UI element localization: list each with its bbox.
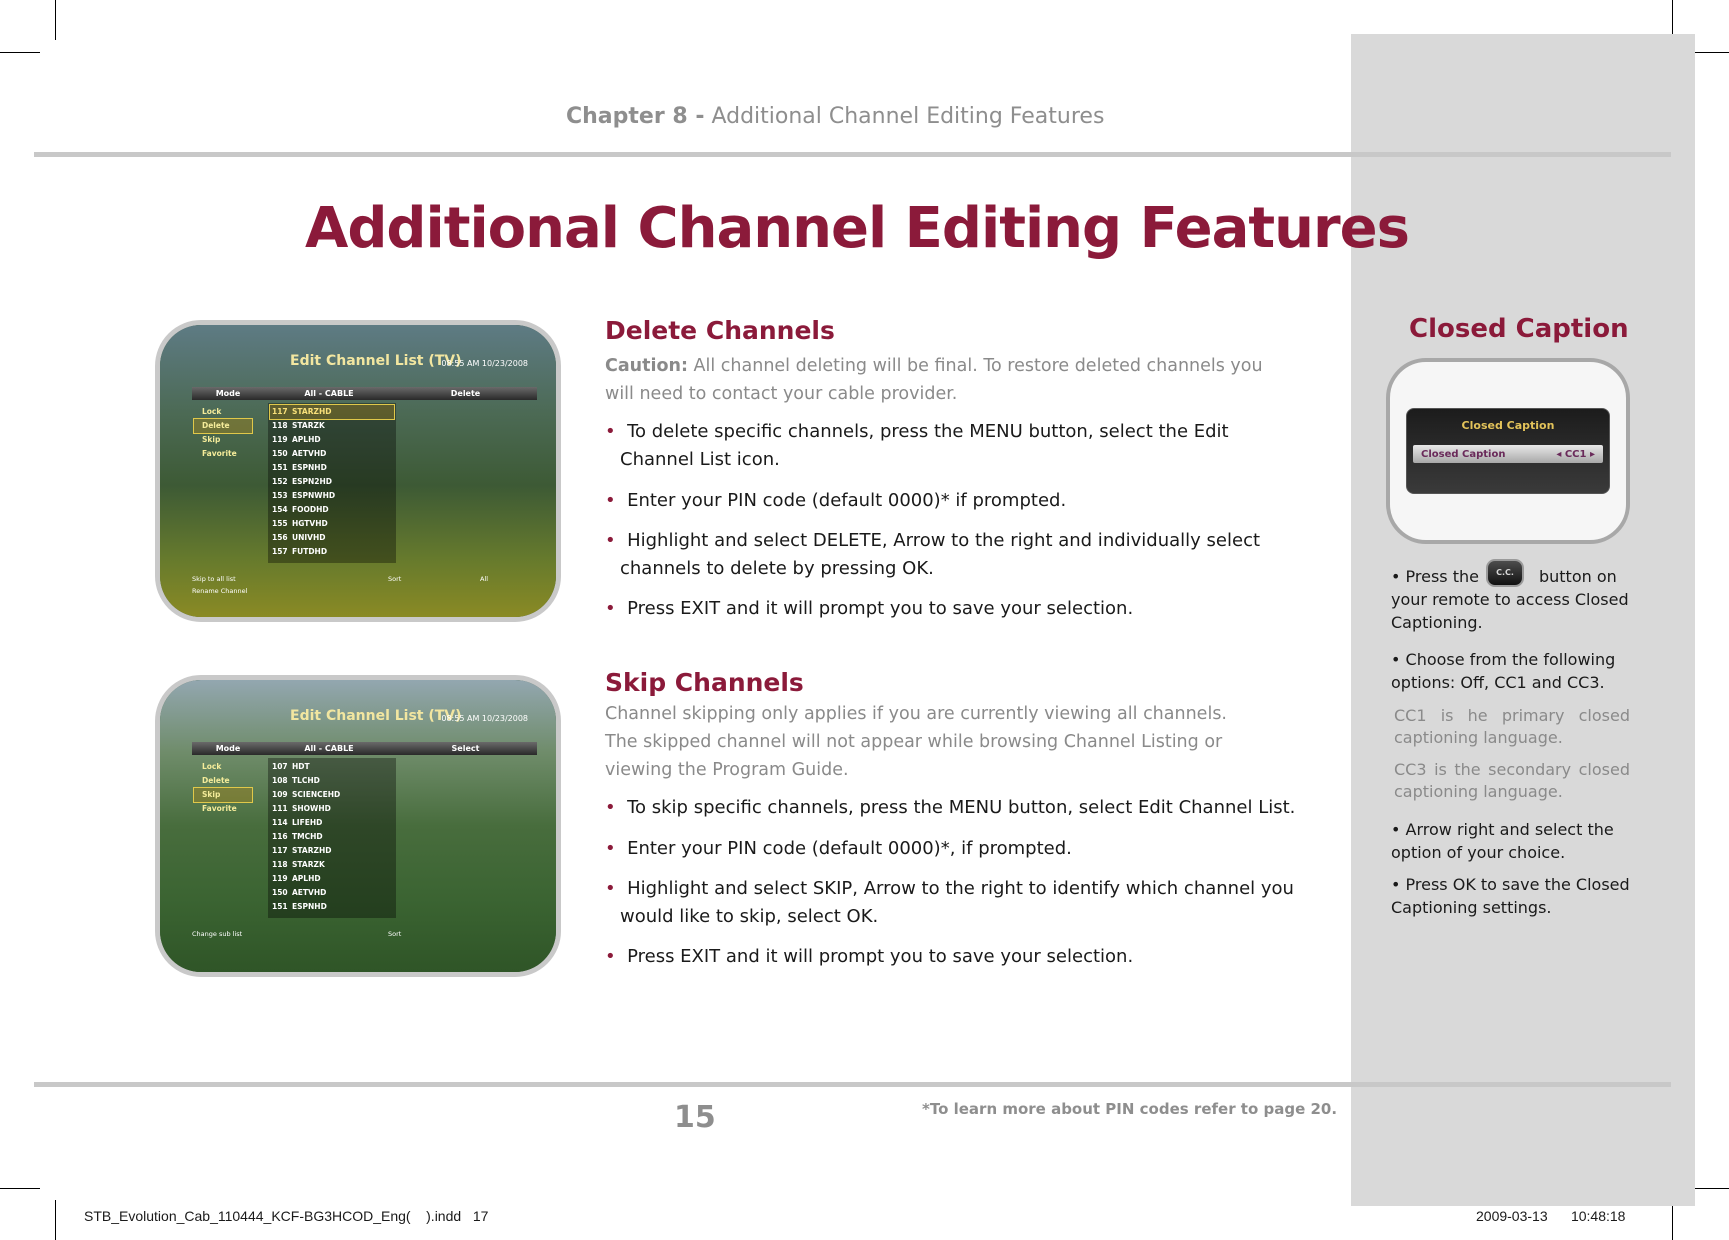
- screenshot-title: Edit Channel List (TV): [290, 708, 462, 724]
- screenshot-title: Edit Channel List (TV): [290, 353, 462, 369]
- cc-choose-instruction: • Choose from the following options: Off, CC1 and CC3.: [1391, 650, 1616, 692]
- delete-bullet: • To delete specific channels, press the MENU button, select the Edit Channel List icon.: [605, 421, 1229, 470]
- print-slug-timestamp: 2009-03-13 10:48:18: [1476, 1208, 1626, 1224]
- cc3-note: CC3 is the secondary closed captioning language.: [1394, 760, 1630, 801]
- screenshot-channel-list: 117 STARZHD 118 STARZK 119 APLHD 150 AETVHD 151 ESPNHD 152 ESPN2HD 153 ESPNWHD 154 FOODHD 155 HGTVHD 156 UNIVHD 157 FUTDHD: [270, 405, 394, 559]
- cc-press-instruction: • Press the button on your remote to access Closed Captioning.: [1391, 567, 1629, 632]
- page-title: Additional Channel Editing Features: [305, 196, 1409, 261]
- cc-arrow-instruction: • Arrow right and select the option of your choice.: [1391, 820, 1614, 862]
- cc-remote-button-icon: C.C.: [1486, 559, 1524, 587]
- screenshot-channel-list: 107 HDT 108 TLCHD 109 SCIENCEHD 111 SHOWHD 114 LIFEHD 116 TMCHD 117 STARZHD 118 STARZK 119 APLHD 150 AETVHD 151 ESPNHD: [272, 762, 341, 911]
- print-slug-filename: STB_Evolution_Cab_110444_KCF-BG3HCOD_Eng( ).indd 17: [84, 1208, 489, 1224]
- crop-mark: [55, 1200, 56, 1240]
- page-number: 15: [674, 1100, 716, 1135]
- cc-ok-instruction: • Press OK to save the Closed Captioning settings.: [1391, 875, 1630, 917]
- cc-screen-title: Closed Caption: [1461, 419, 1555, 432]
- delete-channels-heading: Delete Channels: [605, 316, 835, 345]
- closed-caption-heading: Closed Caption: [1409, 314, 1629, 344]
- crop-mark: [55, 0, 56, 40]
- crop-mark: [1689, 1188, 1729, 1189]
- skip-bullet: • Press EXIT and it will prompt you to save your selection.: [605, 946, 1134, 967]
- screenshot-time: 08:55 AM 10/23/2008: [441, 359, 528, 368]
- top-rule: [34, 152, 1671, 157]
- cc1-note: CC1 is he primary closed captioning language.: [1394, 706, 1630, 747]
- crop-mark: [1689, 52, 1729, 53]
- delete-channels-screenshot: [155, 320, 561, 622]
- pin-footnote: *To learn more about PIN codes refer to page 20.: [922, 1100, 1338, 1118]
- skip-channels-heading: Skip Channels: [605, 668, 804, 697]
- chevron-right-icon: ▸: [1589, 448, 1595, 460]
- crop-mark: [1672, 1200, 1673, 1240]
- bottom-rule: [34, 1082, 1671, 1087]
- closed-caption-screenshot: [1406, 408, 1610, 494]
- crop-mark: [0, 1188, 40, 1189]
- screenshot-column-header: Mode All - CABLE Delete: [192, 387, 537, 400]
- skip-bullet: • Enter your PIN code (default 0000)*, if prompted.: [605, 838, 1072, 859]
- chevron-left-icon: ◂: [1556, 448, 1562, 460]
- chapter-header: Chapter 8 - Additional Channel Editing Features: [566, 104, 1105, 129]
- screenshot-footer: Skip to all list Rename Channel Sort All: [192, 575, 489, 595]
- crop-mark: [0, 52, 40, 53]
- skip-bullet: • Highlight and select SKIP, Arrow to the right to identify which channel you would like to skip, select OK.: [605, 878, 1294, 927]
- caution-text: Caution: All channel deleting will be final. To restore deleted channels you will need to contact your cable provider.: [605, 356, 1263, 404]
- screenshot-footer: Change sub list Sort: [192, 930, 402, 938]
- delete-bullet: • Highlight and select DELETE, Arrow to the right and individually select channels to delete by pressing OK.: [605, 530, 1261, 579]
- screenshot-column-header: Mode All - CABLE Select: [192, 742, 537, 755]
- skip-bullet: • To skip specific channels, press the MENU button, select Edit Channel List.: [605, 797, 1296, 818]
- delete-bullet: • Enter your PIN code (default 0000)* if prompted.: [605, 490, 1067, 511]
- screenshot-mode-menu: Lock Delete Skip Favorite: [194, 405, 252, 461]
- cc-setting-bar: Closed Caption ◂ CC1 ▸: [1413, 445, 1603, 463]
- delete-bullet: • Press EXIT and it will prompt you to save your selection.: [605, 598, 1134, 619]
- screenshot-mode-menu: Lock Delete Skip Favorite: [194, 760, 252, 816]
- screenshot-time: 08:55 AM 10/23/2008: [441, 714, 528, 723]
- skip-channels-screenshot: [155, 675, 561, 977]
- skip-intro: Channel skipping only applies if you are currently viewing all channels. The skipped channel will not appear while browsing Channel Listing or viewing the Program Guide.: [605, 704, 1227, 780]
